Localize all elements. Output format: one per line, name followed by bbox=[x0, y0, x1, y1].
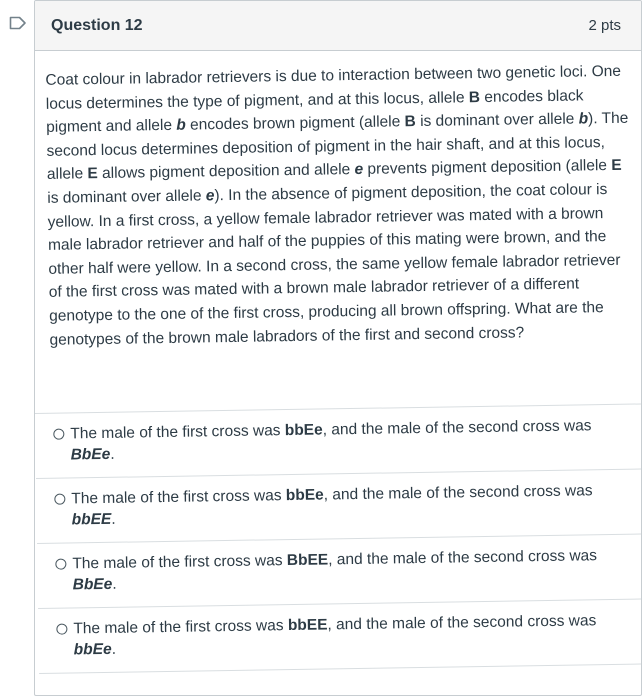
emphasis-text: b bbox=[578, 110, 589, 128]
text-segment: ). The second locus determines deposition of pigment in the hair shaft, and at this locus, allele bbox=[46, 109, 629, 184]
genotype-text bbox=[579, 111, 589, 128]
emphasis-text: e bbox=[354, 161, 364, 179]
radio-button[interactable] bbox=[56, 624, 67, 635]
answer-list bbox=[35, 403, 642, 674]
text-segment: is dominant over allele bbox=[415, 110, 579, 131]
text-segment: . bbox=[112, 575, 117, 593]
emphasis-text: e bbox=[205, 187, 215, 205]
text-segment: , and the male of the second cross was bbox=[327, 612, 597, 634]
emphasis-text: BbEe bbox=[70, 445, 111, 464]
genotype-text: B bbox=[468, 88, 481, 106]
radio-button[interactable] bbox=[54, 494, 65, 505]
genotype-text: bbEE bbox=[287, 616, 328, 635]
genotype-text: E bbox=[87, 165, 98, 183]
text-segment: . bbox=[111, 510, 116, 528]
genotype-text: E bbox=[611, 157, 622, 175]
emphasis-text: BbEe bbox=[72, 575, 113, 594]
genotype-text: bbEe bbox=[285, 486, 324, 505]
answer-option[interactable] bbox=[37, 533, 642, 608]
text-segment: The male of the first cross was bbox=[72, 552, 287, 573]
genotype-text bbox=[176, 117, 186, 134]
genotype-text: BbEE bbox=[286, 551, 329, 570]
answer-label bbox=[72, 545, 614, 595]
text-segment: allows pigment deposition and allele bbox=[97, 161, 355, 183]
radio-button[interactable] bbox=[55, 559, 66, 570]
answer-option[interactable] bbox=[38, 598, 642, 673]
text-segment: The male of the first cross was bbox=[73, 617, 289, 638]
text-segment: , and the male of the second cross was bbox=[323, 482, 593, 504]
question-points: 2 pts bbox=[588, 17, 621, 34]
genotype-text: bbEe bbox=[284, 421, 323, 440]
emphasis-text: bbEE bbox=[71, 510, 112, 529]
text-segment: The male of the first cross was bbox=[71, 487, 286, 508]
answer-option[interactable] bbox=[35, 403, 642, 478]
bookmark-flag-icon[interactable] bbox=[0, 0, 36, 46]
text-segment: ). In the absence of pigment deposition, the coat colour is yellow. In a first cross, a yellow female labrador retriever was mated with a brown male labrador retriever and half of the puppies of this mating were brown, and the other half were yellow. In a second cross, the same yellow female labrador retriever of the first cross was mated with a brown male labrador retriever of a different genotype to the one of the first cross, producing all brown offspring. What are the genotypes of the brown male labradors of the first and second cross? bbox=[47, 180, 621, 349]
genotype-text bbox=[71, 446, 111, 464]
text-segment: prevents pigment deposition (allele bbox=[363, 157, 612, 179]
answer-label bbox=[73, 610, 615, 660]
genotype-text bbox=[73, 576, 113, 594]
answer-option[interactable] bbox=[36, 468, 642, 543]
text-segment: , and the male of the second cross was bbox=[328, 547, 598, 569]
radio-button[interactable] bbox=[53, 429, 64, 440]
text-segment: . bbox=[111, 640, 117, 658]
answer-label bbox=[70, 415, 612, 465]
emphasis-text: bbEe bbox=[73, 640, 112, 659]
text-segment: encodes black pigment and allele bbox=[46, 86, 584, 137]
text-segment: encodes brown pigment (allele bbox=[185, 113, 405, 134]
genotype-text bbox=[74, 641, 112, 659]
text-segment: The male of the first cross was bbox=[70, 422, 285, 443]
genotype-text bbox=[72, 511, 112, 529]
question-text bbox=[35, 41, 642, 352]
question-title: Question 12 bbox=[51, 16, 143, 34]
genotype-text: B bbox=[404, 113, 416, 131]
question-card bbox=[34, 0, 642, 696]
text-segment: , and the male of the second cross was bbox=[322, 417, 592, 439]
text-segment: . bbox=[110, 445, 115, 463]
text-segment: Coat colour in labrador retrievers is due to interaction between two genetic loci. One locus determines the type of pigment, and at this locus, allele bbox=[45, 62, 622, 113]
answer-label bbox=[71, 480, 613, 530]
emphasis-text: b bbox=[176, 116, 186, 134]
text-segment: is dominant over allele bbox=[47, 187, 206, 207]
